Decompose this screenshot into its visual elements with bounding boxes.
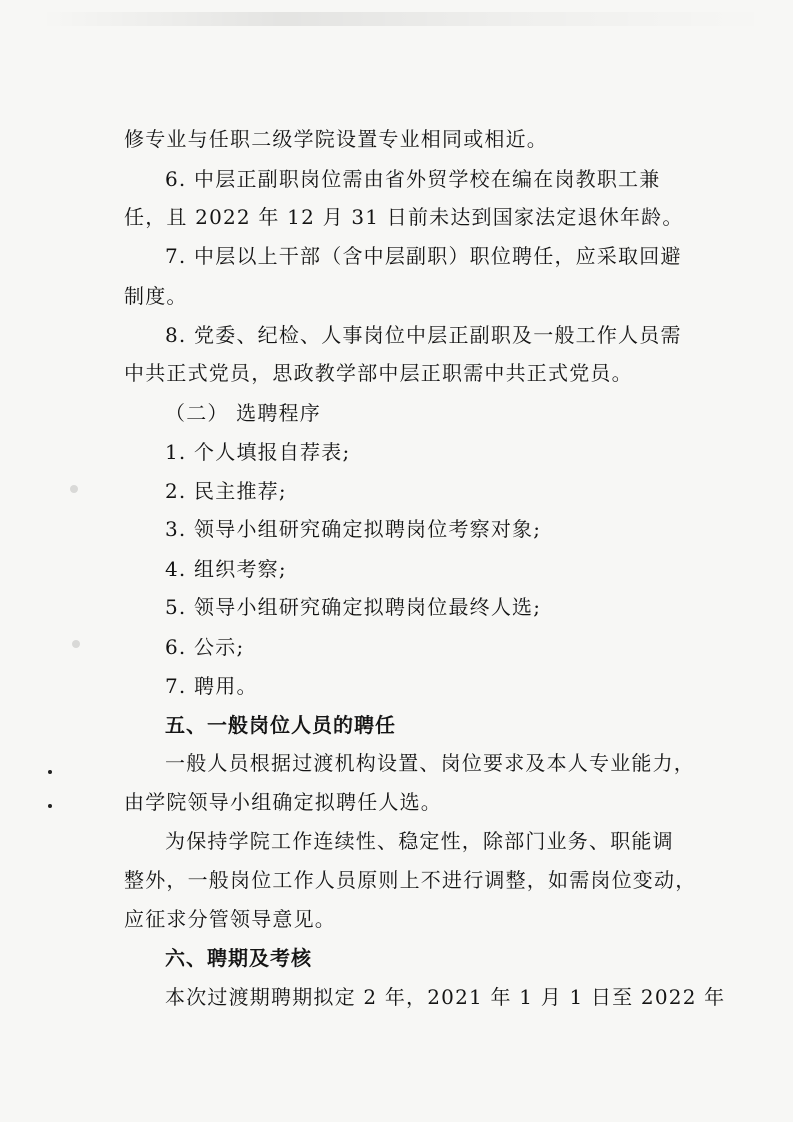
scan-speck xyxy=(72,640,80,648)
list-item: 2. 民主推荐; xyxy=(165,479,287,503)
paragraph-line: 本次过渡期聘期拟定 2 年，2021 年 1 月 1 日至 2022 年 xyxy=(165,985,726,1009)
scan-speck xyxy=(48,770,52,774)
scan-speck xyxy=(48,804,52,808)
list-item: 4. 组织考察; xyxy=(165,557,287,581)
list-item: 3. 领导小组研究确定拟聘岗位考察对象; xyxy=(165,517,542,541)
paragraph-line: 6. 中层正副职岗位需由省外贸学校在编在岗教职工兼 xyxy=(165,167,661,191)
paragraph-line: 7. 中层以上干部（含中层副职）职位聘任，应采取回避 xyxy=(165,244,682,268)
paragraph-line: 由学院领导小组确定拟聘任人选。 xyxy=(124,790,442,814)
section-heading: 五、一般岗位人员的聘任 xyxy=(165,713,396,737)
list-item: 1. 个人填报自荐表; xyxy=(165,440,351,464)
list-item: 5. 领导小组研究确定拟聘岗位最终人选; xyxy=(165,595,542,619)
list-item: 6. 公示; xyxy=(165,635,245,659)
paragraph-line: 任，且 2022 年 12 月 31 日前未达到国家法定退休年龄。 xyxy=(124,205,684,229)
paragraph-line: 8. 党委、纪检、人事岗位中层正副职及一般工作人员需 xyxy=(165,323,682,347)
paragraph-line: 应征求分管领导意见。 xyxy=(124,907,336,931)
paragraph-line: 一般人员根据过渡机构设置、岗位要求及本人专业能力， xyxy=(165,751,695,775)
paragraph-line: 制度。 xyxy=(124,284,188,308)
scan-speck xyxy=(70,485,78,493)
section-heading: 六、聘期及考核 xyxy=(165,946,312,970)
section-subheading: （二） 选聘程序 xyxy=(165,401,321,425)
paragraph-line: 中共正式党员，思政教学部中层正职需中共正式党员。 xyxy=(124,361,633,385)
paragraph-line: 为保持学院工作连续性、稳定性，除部门业务、职能调 xyxy=(165,829,674,853)
scan-artifact xyxy=(40,12,770,26)
paragraph-line: 整外，一般岗位工作人员原则上不进行调整，如需岗位变动， xyxy=(124,868,697,892)
list-item: 7. 聘用。 xyxy=(165,674,258,698)
paragraph-line: 修专业与任职二级学院设置专业相同或相近。 xyxy=(124,127,548,151)
